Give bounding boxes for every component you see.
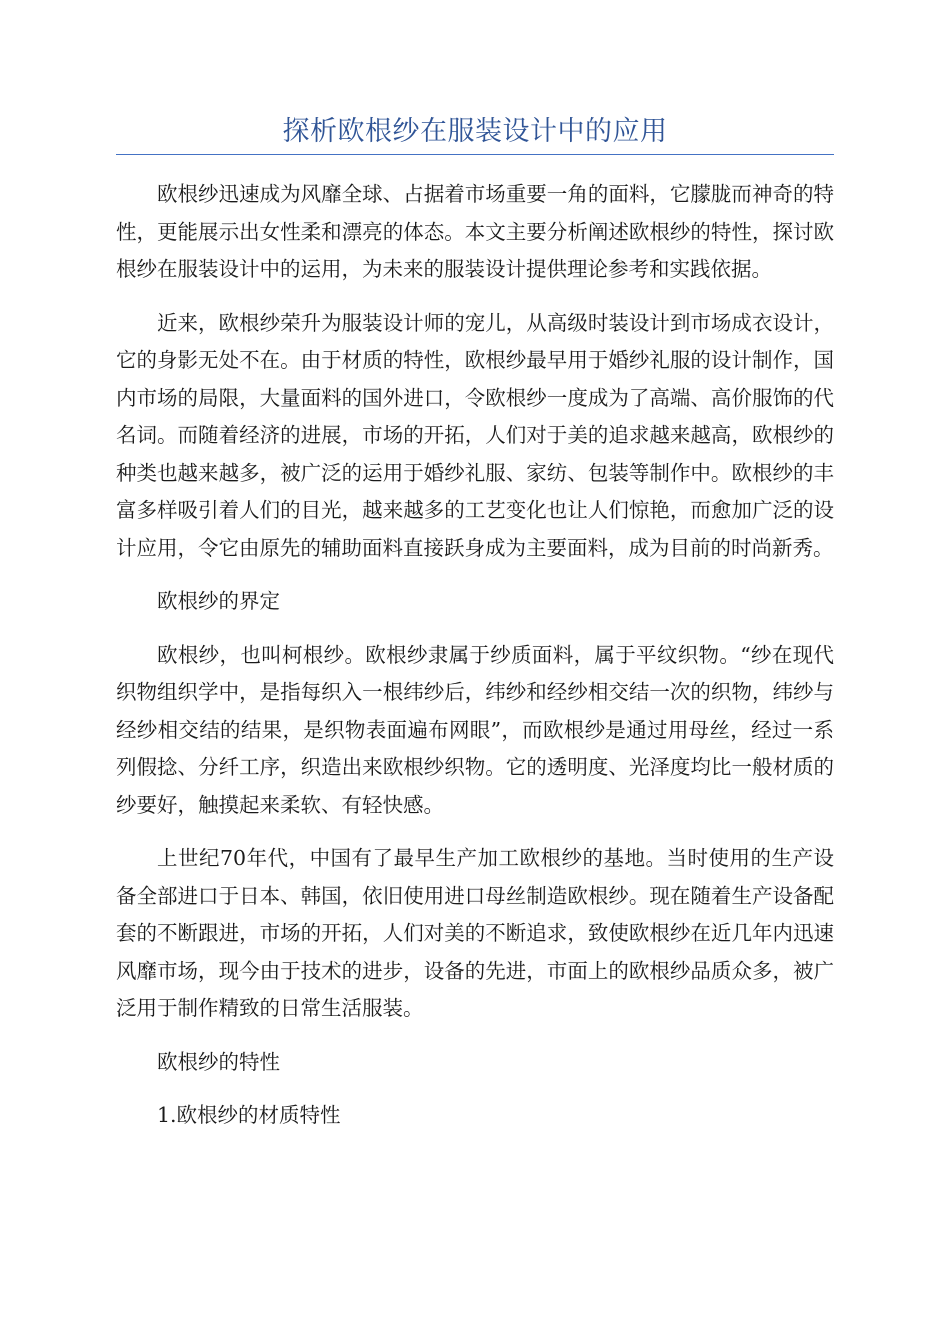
paragraph-background: 近来，欧根纱荣升为服装设计师的宠儿，从高级时装设计到市场成衣设计，它的身影无处不在。由于材质的特性，欧根纱最早用于婚纱礼服的设计制作，国内市场的局限，大量面料的国外进口，令欧根纱一度成为了高端、高价服饰的代名词。而随着经济的进展，市场的开拓，人们对于美的追求越来越高，欧根纱的种类也越来越多，被广泛的运用于婚纱礼服、家纺、包装等制作中。欧根纱的丰富多样吸引着人们的目光，越来越多的工艺变化也让人们惊艳，而愈加广泛的设计应用，令它由原先的辅助面料直接跃身成为主要面料，成为目前的时尚新秀。: [116, 310, 834, 560]
paragraph-intro: 欧根纱迅速成为风靡全球、占据着市场重要一角的面料，它朦胧而神奇的特性，更能展示出女性柔和漂亮的体态。本文主要分析阐述欧根纱的特性，探讨欧根纱在服装设计中的运用，为未来的服装设计提供理论参考和实践依据。: [116, 182, 834, 281]
document-title: 探析欧根纱在服装设计中的应用: [282, 116, 668, 147]
section-heading-definition: 欧根纱的界定: [157, 589, 280, 613]
document-body: [116, 176, 834, 1151]
paragraph-definition: 欧根纱，也叫柯根纱。欧根纱隶属于纱质面料，属于平纹织物。“纱在现代织物组织学中，是指每织入一根纬纱后，纬纱和经纱相交结一次的织物，纬纱与经纱相交结的结果，是织物表面遍布网眼”，而欧根纱是通过用母丝，经过一系列假捻、分纤工序，织造出来欧根纱织物。它的透明度、光泽度均比一般材质的纱要好，触摸起来柔软、有轻快感。: [116, 642, 834, 817]
title-underline: [116, 154, 834, 155]
subsection-heading-material: 1.欧根纱的材质特性: [157, 1103, 341, 1127]
paragraph-history: 上世纪70年代，中国有了最早生产加工欧根纱的基地。当时使用的生产设备全部进口于日本、韩国，依旧使用进口母丝制造欧根纱。现在随着生产设备配套的不断跟进，市场的开拓，人们对美的不断追求，致使欧根纱在近几年内迅速风靡市场，现今由于技术的进步，设备的先进，市面上的欧根纱品质众多，被广泛用于制作精致的日常生活服装。: [116, 846, 834, 1020]
section-heading-characteristics: 欧根纱的特性: [157, 1049, 280, 1074]
